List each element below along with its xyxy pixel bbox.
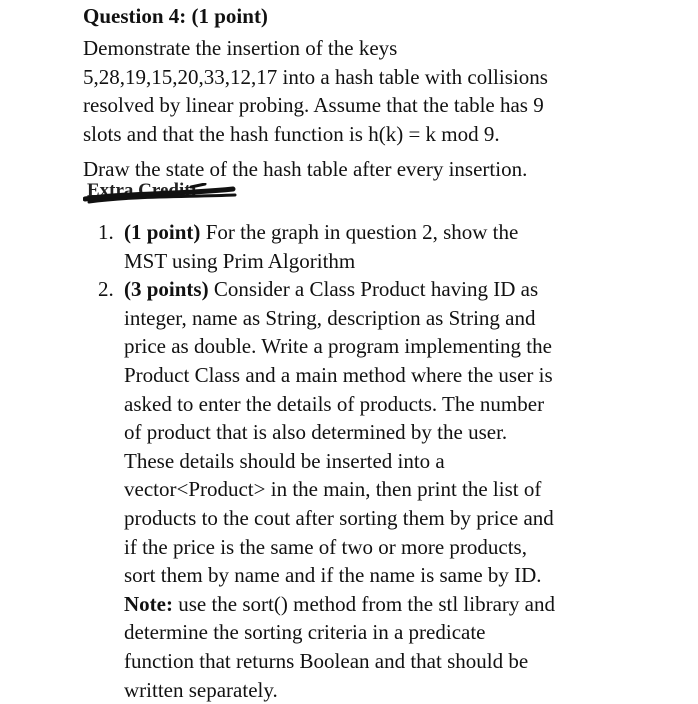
item-line: products to the cout after sorting them by price and	[124, 504, 638, 533]
item-number: 2.	[98, 275, 124, 304]
extra-credit-heading	[83, 183, 243, 209]
item-line: of product that is also determined by the user.	[124, 418, 638, 447]
question-instruction: Draw the state of the hash table after every insertion.	[83, 155, 527, 183]
question-line: resolved by linear probing. Assume that the table has 9	[83, 91, 643, 120]
extra-credit-label: Extra Credit:	[87, 180, 197, 202]
item-line: These details should be inserted into a	[124, 447, 638, 476]
note-line: function that returns Boolean and that should be	[124, 647, 638, 676]
item-line: if the price is the same of two or more products,	[124, 533, 638, 562]
extra-credit-list	[98, 218, 638, 704]
item-line: asked to enter the details of products. The number	[124, 390, 638, 419]
item-text: Consider a Class Product having ID as	[209, 277, 539, 301]
item-line: integer, name as String, description as String and	[124, 304, 638, 333]
list-item	[98, 218, 638, 275]
question-line: slots and that the hash function is h(k) = k mod 9.	[83, 120, 643, 149]
note-text: use the sort() method from the stl library and	[173, 592, 555, 616]
note-label: Note:	[124, 592, 173, 616]
question-title: Question 4: (1 point)	[83, 2, 268, 30]
item-line: price as double. Write a program implementing the	[124, 332, 638, 361]
points-label: (3 points)	[124, 277, 209, 301]
item-line: sort them by name and if the name is same by ID.	[124, 561, 638, 590]
item-text: For the graph in question 2, show the	[200, 220, 518, 244]
item-line: MST using Prim Algorithm	[124, 247, 638, 276]
points-label: (1 point)	[124, 220, 200, 244]
item-first-line	[124, 275, 638, 304]
note-line: determine the sorting criteria in a predicate	[124, 618, 638, 647]
question-body	[83, 34, 643, 148]
note-line: written separately.	[124, 676, 638, 704]
question-line: 5,28,19,15,20,33,12,17 into a hash table with collisions	[83, 63, 643, 92]
list-item	[98, 275, 638, 704]
item-number: 1.	[98, 218, 124, 247]
note-line	[124, 590, 638, 619]
item-line: Product Class and a main method where the user is	[124, 361, 638, 390]
item-line: vector<Product> in the main, then print the list of	[124, 475, 638, 504]
scribble-strike-icon	[83, 183, 243, 209]
question-line: Demonstrate the insertion of the keys	[83, 34, 643, 63]
item-first-line	[124, 218, 638, 247]
